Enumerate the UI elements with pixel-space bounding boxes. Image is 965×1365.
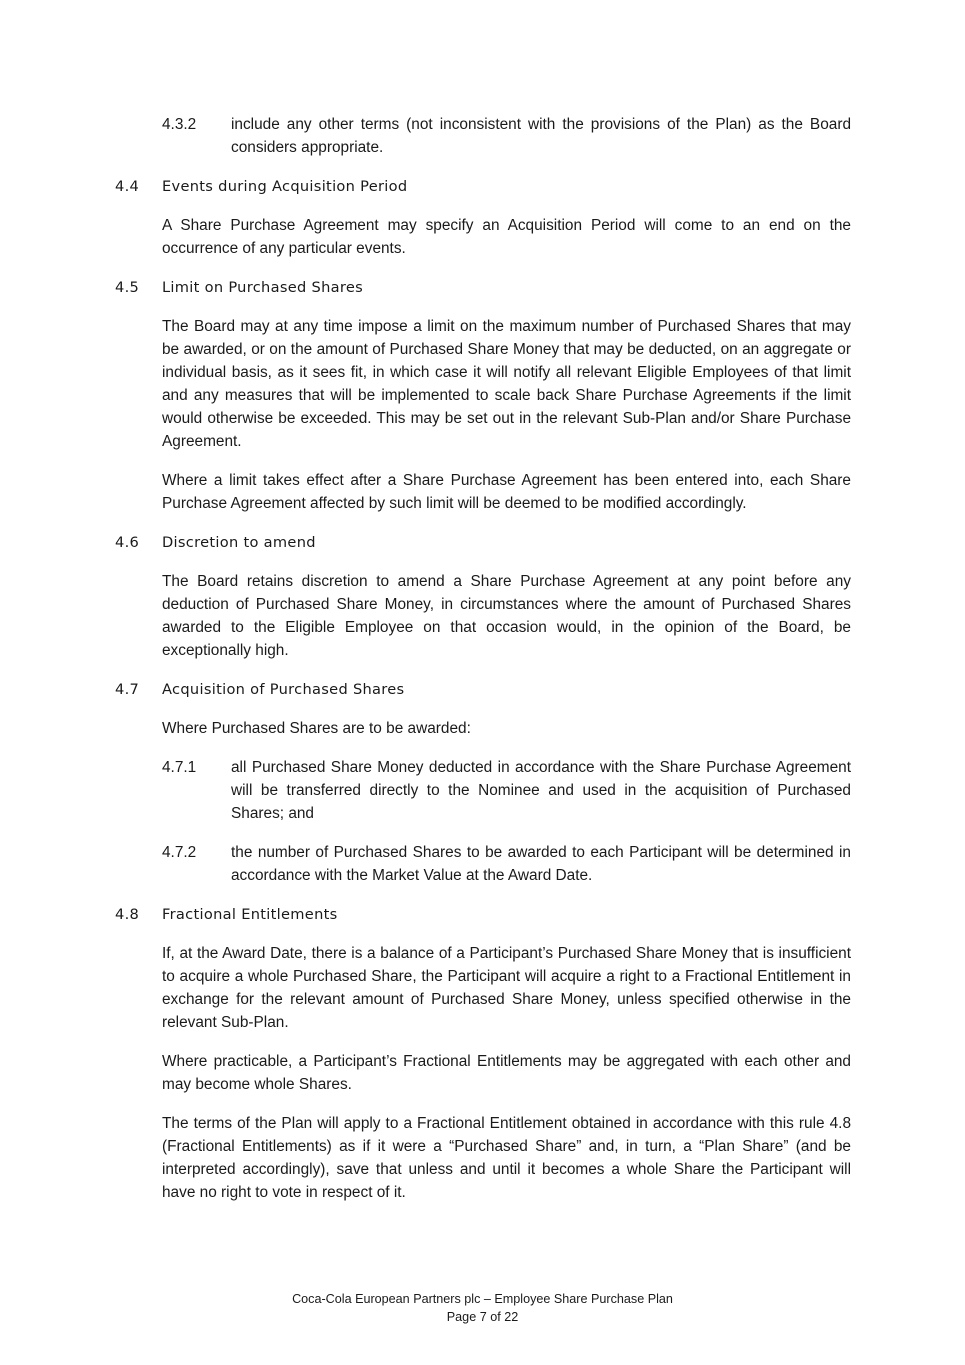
clause-number: 4.3.2	[162, 116, 197, 133]
clause-text: all Purchased Share Money deducted in accordance with the Share Purchase Agreement will be transferred directly to the Nominee and used in the acquisition of Purchased Shares; and	[231, 759, 851, 822]
heading-4-8	[115, 903, 965, 926]
paragraph: Where Purchased Shares are to be awarded:	[162, 720, 471, 737]
clause-title: Acquisition of Purchased Shares	[162, 681, 405, 698]
clause-title: Fractional Entitlements	[162, 906, 338, 923]
clause-number: 4.7.1	[162, 759, 197, 776]
paragraph: The Board may at any time impose a limit on the maximum number of Purchased Shares that may be awarded, or on the amount of Purchased Share Money that may be deducted, on an aggregate or individual basis, as it sees fit, in which case it will notify all relevant Eligible Employees of that limit and any measures that will be implemented to scale back Share Purchase Agreements if the limit would otherwise be exceeded. This may be set out in the relevant Sub-Plan and/or Share Purchase Agreement.	[162, 318, 851, 450]
clause-text: the number of Purchased Shares to be awarded to each Participant will be determined in accordance with the Market Value at the Award Date.	[231, 844, 851, 884]
clause-number: 4.7.2	[162, 844, 197, 861]
paragraph: Where a limit takes effect after a Share Purchase Agreement has been entered into, each Share Purchase Agreement affected by such limit will be deemed to be modified accordingly.	[162, 472, 851, 512]
clause-number: 4.7	[115, 681, 140, 698]
paragraph: A Share Purchase Agreement may specify an Acquisition Period will come to an end on the occurrence of any particular events.	[162, 217, 851, 257]
heading-4-6	[115, 531, 965, 554]
heading-4-7	[115, 678, 965, 701]
clause-4-3-2	[162, 113, 851, 159]
clause-number: 4.8	[115, 906, 140, 923]
clause-4-7-2	[162, 841, 851, 887]
heading-4-4	[115, 175, 965, 198]
clause-title: Limit on Purchased Shares	[162, 279, 364, 296]
clause-title: Events during Acquisition Period	[162, 178, 408, 195]
clause-number: 4.5	[115, 279, 140, 296]
paragraph: If, at the Award Date, there is a balance of a Participant’s Purchased Share Money that is insufficient to acquire a whole Purchased Share, the Participant will acquire a right to a Fractional Entitlement in exchange for the relevant amount of Purchased Share Money, unless specified otherwise in the relevant Sub-Plan.	[162, 945, 851, 1031]
clause-number: 4.4	[115, 178, 140, 195]
clause-4-7-1	[162, 756, 851, 825]
paragraph: The terms of the Plan will apply to a Fractional Entitlement obtained in accordance with this rule 4.8 (Fractional Entitlements) as if it were a “Purchased Share” and, in turn, a “Plan Share” (and be interpreted accordingly), save that unless and until it becomes a whole Share the Participant will have no right to vote in respect of it.	[162, 1115, 851, 1201]
clause-title: Discretion to amend	[162, 534, 316, 551]
page-body	[0, 113, 965, 1220]
paragraph: The Board retains discretion to amend a Share Purchase Agreement at any point before any deduction of Purchased Share Money, in circumstances where the amount of Purchased Shares awarded to the Eligible Employee on that occasion would, in the opinion of the Board, be exceptionally high.	[162, 573, 851, 659]
clause-text: include any other terms (not inconsistent with the provisions of the Plan) as the Board considers appropriate.	[231, 116, 851, 156]
footer-page-number: Page 7 of 22	[446, 1310, 519, 1324]
clause-number: 4.6	[115, 534, 140, 551]
paragraph: Where practicable, a Participant’s Fractional Entitlements may be aggregated with each other and may become whole Shares.	[162, 1053, 851, 1093]
footer-document-title: Coca-Cola European Partners plc – Employee Share Purchase Plan	[292, 1292, 673, 1306]
heading-4-5	[115, 276, 965, 299]
